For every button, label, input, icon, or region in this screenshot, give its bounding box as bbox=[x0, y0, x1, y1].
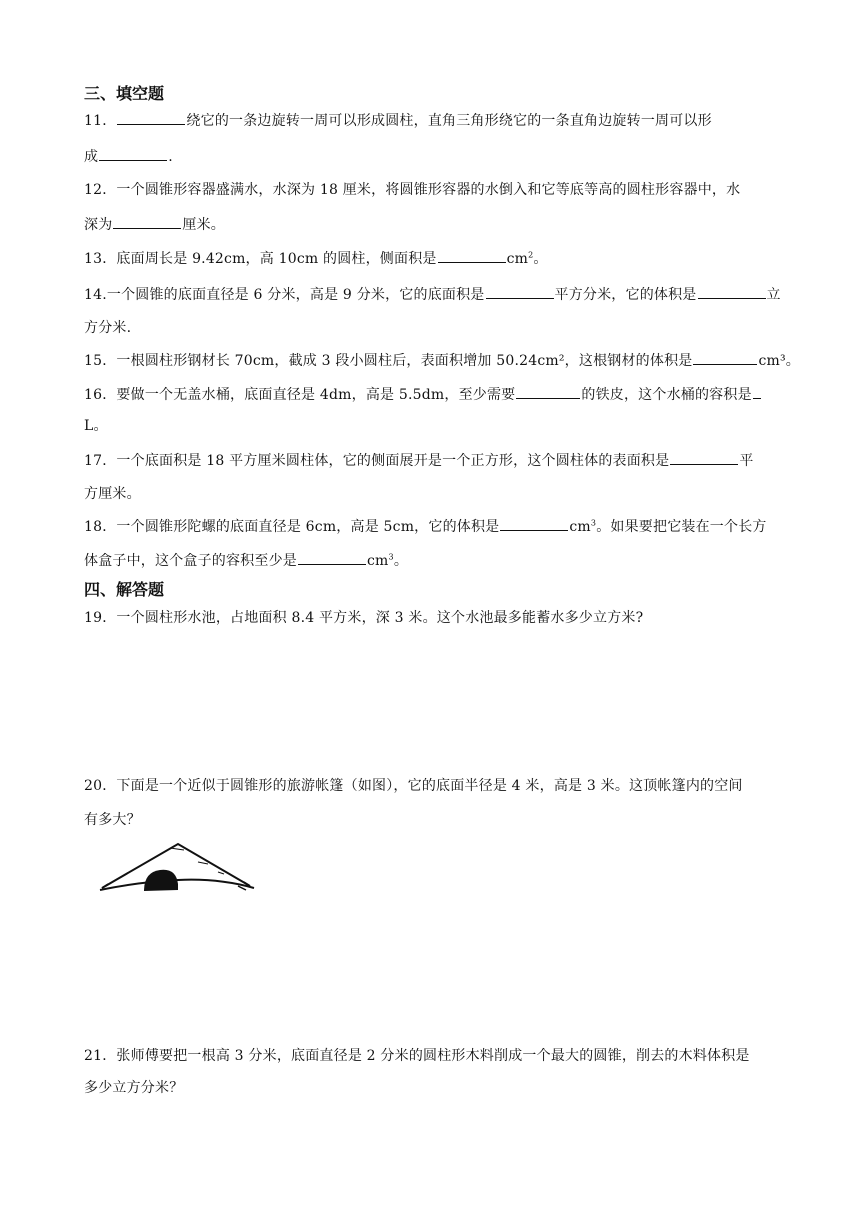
superscript: 2 bbox=[528, 250, 534, 260]
question-text: 方分米. bbox=[84, 320, 132, 336]
answer-blank[interactable] bbox=[117, 110, 185, 125]
question-20-line-1 bbox=[84, 776, 743, 796]
question-text: 一个圆锥形陀螺的底面直径是 6cm，高是 5cm，它的体积是 bbox=[116, 519, 500, 535]
question-text: 底面周长是 9.42cm，高 10cm 的圆柱，侧面积是 bbox=[116, 251, 437, 267]
question-15-line-1 bbox=[84, 350, 800, 371]
question-12-line-1 bbox=[84, 180, 740, 200]
answer-blank[interactable] bbox=[516, 384, 580, 399]
unit-text: cm bbox=[367, 553, 389, 569]
question-text: 方厘米。 bbox=[84, 486, 141, 502]
question-text: 一个圆锥的底面直径是 6 分米，高是 9 分米，它的底面积是 bbox=[106, 287, 485, 303]
superscript: 3 bbox=[590, 518, 597, 528]
tent-figure bbox=[98, 838, 258, 898]
question-text: 平 bbox=[739, 453, 754, 469]
answer-blank[interactable] bbox=[486, 284, 554, 299]
question-number: 13． bbox=[84, 251, 117, 267]
answer-blank[interactable] bbox=[670, 450, 738, 465]
question-text: 深为 bbox=[84, 217, 113, 233]
answer-blank[interactable] bbox=[753, 384, 761, 399]
question-text: 的铁皮，这个水桶的容积是 bbox=[581, 387, 752, 403]
question-text: 。 bbox=[533, 251, 548, 267]
section-heading-fill-in: 三、填空题 bbox=[84, 84, 165, 103]
answer-blank[interactable] bbox=[298, 550, 366, 565]
question-13-line-1 bbox=[84, 248, 548, 269]
answer-blank[interactable] bbox=[693, 350, 757, 365]
question-text: 多少立方分米？ bbox=[84, 1080, 184, 1096]
question-number: 16． bbox=[84, 387, 117, 403]
unit-text: cm bbox=[569, 519, 591, 535]
question-14-line-1 bbox=[84, 284, 781, 305]
question-number: 21． bbox=[84, 1048, 117, 1064]
question-21-line-2 bbox=[84, 1078, 183, 1098]
question-text: 绕它的一条边旋转一周可以形成圆柱，直角三角形绕它的一条直角边旋转一周可以形 bbox=[186, 113, 712, 129]
section-heading-solve: 四、解答题 bbox=[84, 580, 165, 599]
question-14-line-2 bbox=[84, 318, 131, 338]
question-number: 20． bbox=[84, 778, 117, 794]
question-17-line-2 bbox=[84, 484, 141, 504]
question-16-line-2 bbox=[84, 416, 108, 436]
question-11-line-2 bbox=[84, 146, 173, 167]
answer-blank[interactable] bbox=[500, 516, 568, 531]
question-number: 14. bbox=[84, 287, 107, 303]
question-19-line-1 bbox=[84, 608, 643, 628]
question-text: 有多大？ bbox=[84, 812, 141, 828]
question-text: 张师傅要把一根高 3 分米，底面直径是 2 分米的圆柱形木料削成一个最大的圆锥，削去的木料体积是 bbox=[116, 1048, 750, 1064]
question-12-line-2 bbox=[84, 214, 225, 235]
question-text: 。 bbox=[393, 553, 409, 569]
question-text: 成 bbox=[84, 149, 99, 165]
superscript: 3 bbox=[388, 552, 394, 562]
question-text: 一根圆柱形钢材长 70cm，截成 3 段小圆柱后，表面积增加 50.24cm²，这根钢材的体积是 bbox=[116, 353, 693, 369]
question-18-line-2 bbox=[84, 550, 408, 571]
answer-blank[interactable] bbox=[698, 284, 766, 299]
question-text: 一个圆锥形容器盛满水，水深为 18 厘米，将圆锥形容器的水倒入和它等底等高的圆柱形容器中，水 bbox=[116, 182, 741, 198]
question-number: 11． bbox=[84, 113, 117, 129]
question-number: 12． bbox=[84, 182, 117, 198]
question-20-line-2 bbox=[84, 810, 141, 830]
question-text: 体盒子中，这个盒子的容积至少是 bbox=[84, 553, 297, 569]
question-text: 下面是一个近似于圆锥形的旅游帐篷（如图），它的底面半径是 4 米，高是 3 米。这顶帐篷内的空间 bbox=[116, 778, 743, 794]
question-text: . bbox=[168, 149, 173, 165]
question-17-line-1 bbox=[84, 450, 754, 471]
question-text: 平方分米，它的体积是 bbox=[554, 287, 697, 303]
question-text: 。如果要把它装在一个长方 bbox=[596, 519, 767, 535]
question-text: 要做一个无盖水桶，底面直径是 4dm，高是 5.5dm，至少需要 bbox=[116, 387, 516, 403]
question-number: 19． bbox=[84, 610, 117, 626]
question-number: 15． bbox=[84, 353, 117, 369]
unit-text: cm³。 bbox=[758, 353, 800, 369]
unit-text: cm bbox=[506, 251, 529, 267]
question-text: 立 bbox=[766, 287, 781, 303]
question-text: L。 bbox=[84, 418, 108, 434]
question-number: 18． bbox=[84, 519, 117, 535]
question-number: 17． bbox=[84, 453, 117, 469]
question-text: 厘米。 bbox=[182, 217, 226, 233]
question-16-line-1 bbox=[84, 384, 762, 405]
answer-blank[interactable] bbox=[99, 146, 167, 161]
question-18-line-1 bbox=[84, 516, 767, 537]
answer-blank[interactable] bbox=[113, 214, 181, 229]
question-text: 一个底面积是 18 平方厘米圆柱体，它的侧面展开是一个正方形，这个圆柱体的表面积是 bbox=[116, 453, 670, 469]
answer-blank[interactable] bbox=[438, 248, 506, 263]
question-11-line-1 bbox=[84, 110, 712, 131]
question-21-line-1 bbox=[84, 1046, 750, 1066]
question-text: 一个圆柱形水池，占地面积 8.4 平方米，深 3 米。这个水池最多能蓄水多少立方米? bbox=[116, 610, 644, 626]
